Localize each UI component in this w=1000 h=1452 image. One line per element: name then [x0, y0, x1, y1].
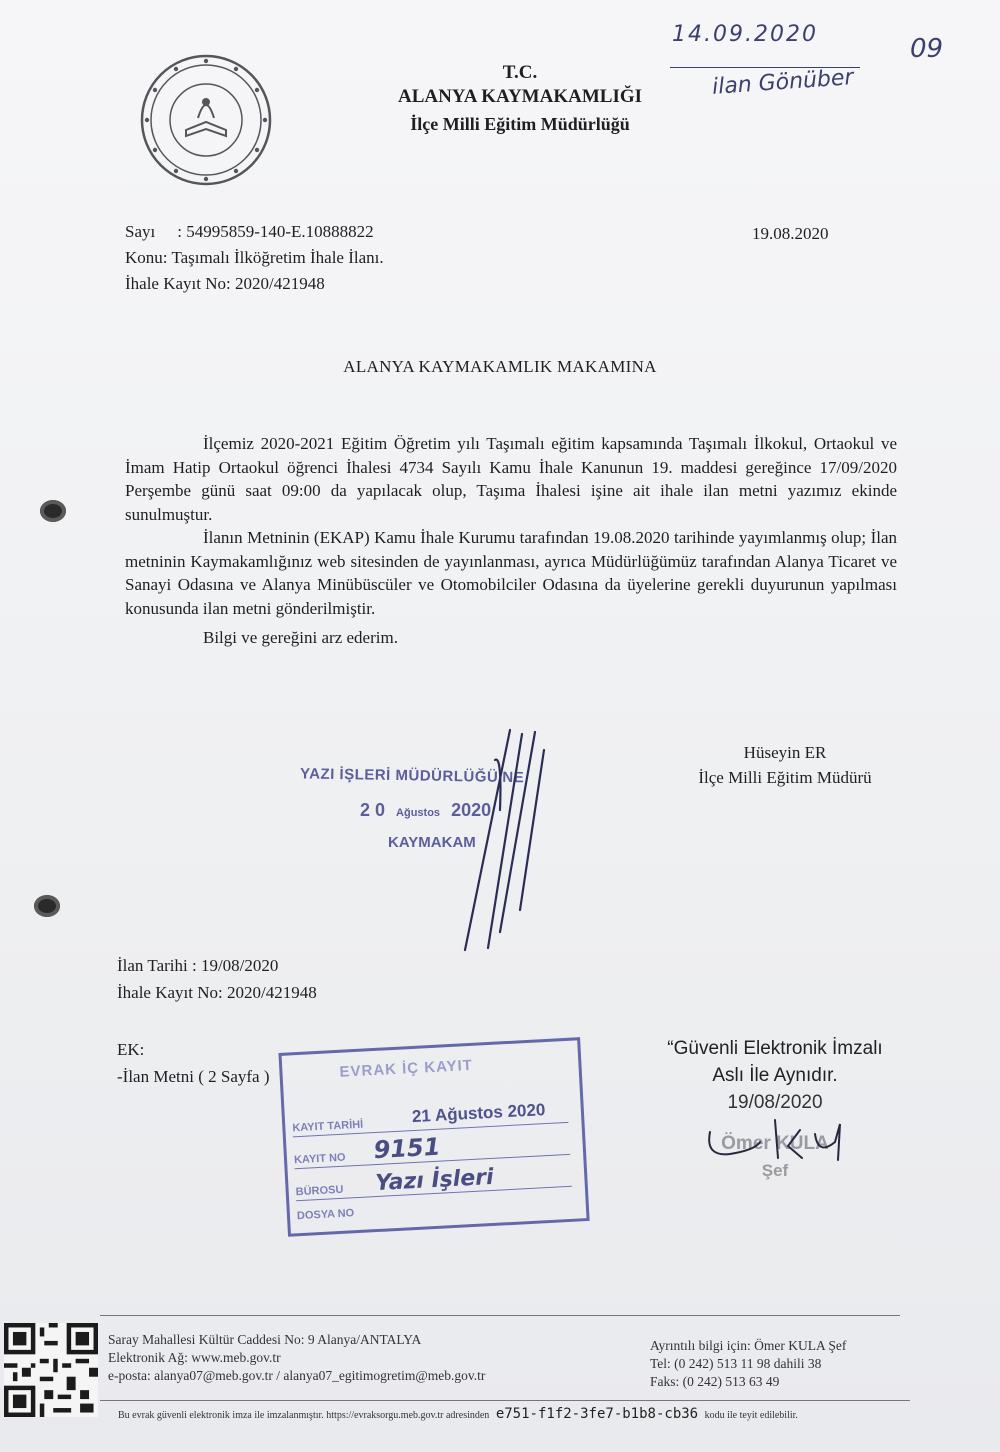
verification-line [118, 1406, 918, 1422]
registry-file-label: DOSYA NO [296, 1207, 355, 1223]
footer-divider [100, 1315, 900, 1316]
footer-contact [108, 1331, 485, 1385]
received-stamp-day: 2 0 [360, 800, 386, 820]
header-tc: T.C. [502, 62, 538, 83]
signature-strokes-icon [440, 720, 560, 960]
punch-hole-top [40, 500, 66, 522]
ilan-kayit: İhale Kayıt No: 2020/421948 [117, 983, 317, 1002]
certifier-signature-icon [700, 1112, 860, 1172]
verification-code: e751-f1f2-3fe7-b1b8-cb36 [495, 1406, 699, 1422]
footer-info [650, 1337, 846, 1391]
certified-name: Ömer KULA [721, 1133, 829, 1154]
body-closing: Bilgi ve gereğini arz ederim. [203, 628, 398, 647]
sayi-line [125, 222, 374, 242]
registry-date-value: 21 Ağustos 2020 [411, 1100, 546, 1127]
ministry-seal-icon [138, 52, 274, 188]
footer-tel: Tel: (0 242) 513 11 98 dahili 38 [650, 1356, 822, 1371]
signer-title: İlçe Milli Eğitim Müdürü [698, 768, 872, 787]
received-stamp-header: YAZI İŞLERİ MÜDÜRLÜĞÜ'NE [299, 765, 525, 787]
received-stamp-month: Ağustos [396, 807, 441, 819]
footer-web: Elektronik Ağ: www.meb.gov.tr [108, 1350, 281, 1365]
attachments-label: EK: [117, 1040, 145, 1059]
verification-text: Bu evrak güvenli elektronik imza ile imzalanmıştır. https://evraksorgu.meb.gov.tr adresinden [118, 1410, 490, 1421]
document-date: 19.08.2020 [752, 224, 829, 243]
ilan-info [117, 952, 317, 1006]
signer-name: Hüseyin ER [743, 743, 827, 762]
registry-stamp [278, 1037, 587, 1234]
attachments [117, 1036, 269, 1090]
footer-divider-2 [100, 1400, 910, 1401]
signer-block [640, 740, 930, 790]
received-stamp-footer: KAYMAKAM [388, 834, 476, 851]
konu-line: Konu: Taşımalı İlköğretim İhale İlanı. [125, 248, 384, 267]
certified-line-1: “Güvenli Elektronik İmzalı [667, 1038, 883, 1059]
footer-info-person: Ayrıntılı bilgi için: Ömer KULA Şef [650, 1338, 847, 1353]
registry-no-value: 9151 [372, 1132, 442, 1165]
certified-date: 19/08/2020 [727, 1092, 823, 1113]
certified-title: Şef [761, 1161, 789, 1180]
handwritten-corner-mark: 09 [910, 34, 944, 64]
registry-date-label: KAYIT TARİHİ [292, 1118, 364, 1135]
sayi-value: : 54995859-140-E.10888822 [177, 222, 374, 241]
handwritten-note: ilan Gönüber [711, 65, 855, 100]
registry-office-value: Yazı İşleri [374, 1164, 495, 1197]
header-institution: ALANYA KAYMAKAMLIĞI [397, 86, 643, 107]
attachment-item: -İlan Metni ( 2 Sayfa ) [117, 1067, 270, 1086]
sayi-label: Sayı [125, 222, 156, 241]
registry-no-label: KAYIT NO [293, 1151, 346, 1167]
footer-email: e-posta: alanya07@meb.gov.tr / alanya07_egitimogretim@meb.gov.tr [108, 1368, 486, 1383]
footer-fax: Faks: (0 242) 513 63 49 [650, 1374, 780, 1389]
certified-line-2: Aslı İle Aynıdır. [712, 1065, 838, 1086]
punch-hole-bottom [34, 895, 60, 917]
body-paragraph-2: İlanın Metninin (EKAP) Kamu İhale Kurumu tarafından 19.08.2020 tarihinde yayımlanmış olup; İlan metninin Kaymakamlığınız web sitesinden de yayınlanması, ayrıca Müdürlüğümüz tarafından Alanya Ticaret ve Sanayi Odasına ve Alanya Minübüscüler ve Otomobilciler Odasına da üyelerine gerekli duyurunun yapılması konusunda ilan metni gönderilmiştir. [125, 528, 897, 618]
received-stamp-year: 2020 [451, 800, 492, 820]
footer-address: Saray Mahallesi Kültür Caddesi No: 9 Alanya/ANTALYA [108, 1332, 422, 1347]
ihale-kayit-line: İhale Kayıt No: 2020/421948 [125, 274, 325, 293]
body-paragraph-1: İlçemiz 2020-2021 Eğitim Öğretim yılı Taşımalı eğitim kapsamında Taşımalı İlkokul, Ortaokul ve İmam Hatip Ortaokul öğrenci İhalesi 4734 Sayılı Kamu İhale Kanunun 19. maddesi gereğince 17/09/2020 Perşembe günü saat 09:00 da yapılacak olup, Taşıma İhalesi işine ait ihale ilan metni yazımız ekinde sunulmuştur. [125, 434, 897, 524]
header-directorate: İlçe Milli Eğitim Müdürlüğü [410, 114, 630, 134]
handwritten-date: 14.09.2020 [672, 22, 818, 47]
qr-code-icon [4, 1323, 98, 1417]
registry-office-label: BÜROSU [295, 1183, 344, 1199]
ilan-date: İlan Tarihi : 19/08/2020 [117, 956, 279, 975]
verification-suffix: kodu ile teyit edilebilir. [704, 1410, 798, 1421]
registry-stamp-title: EVRAK İÇ KAYIT [339, 1056, 474, 1081]
letter-body [125, 432, 897, 650]
addressee: ALANYA KAYMAKAMLIK MAKAMINA [343, 357, 657, 376]
